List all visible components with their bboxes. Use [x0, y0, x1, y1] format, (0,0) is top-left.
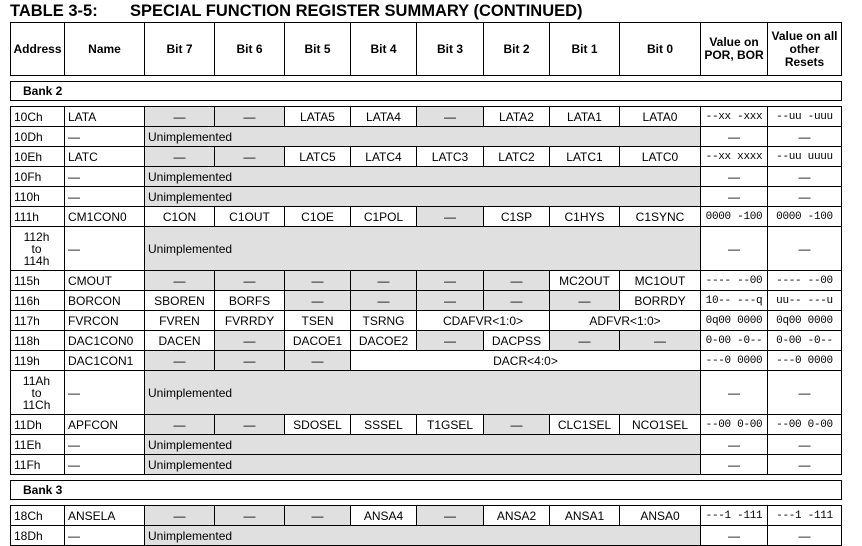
- cell-por: —: [701, 526, 768, 546]
- cell-bit: —: [215, 271, 285, 291]
- bank-label: Bank 3: [11, 481, 842, 500]
- cell-bit: —: [145, 351, 215, 371]
- table-row: [11, 371, 842, 415]
- cell-bit: —: [417, 207, 484, 227]
- cell-other: —: [768, 127, 842, 147]
- cell-name: BORCON: [65, 291, 145, 311]
- cell-bit: LATC4: [351, 147, 417, 167]
- cell-address: 10Eh: [11, 147, 65, 167]
- cell-bit: LATA2: [484, 107, 550, 127]
- cell-por: —: [701, 187, 768, 207]
- cell-bit: LATC3: [417, 147, 484, 167]
- cell-bit: —: [215, 107, 285, 127]
- table-row: [11, 351, 842, 371]
- cell-address: 10Ch: [11, 107, 65, 127]
- table-row: [11, 147, 842, 167]
- cell-bit: DACPSS: [484, 331, 550, 351]
- cell-other: —: [768, 526, 842, 546]
- cell-bit: DACOE1: [285, 331, 351, 351]
- cell-address: [11, 227, 65, 271]
- cell-name: DAC1CON0: [65, 331, 145, 351]
- cell-bit: —: [215, 351, 285, 371]
- cell-bit: C1SYNC: [620, 207, 701, 227]
- cell-por: —: [701, 371, 768, 415]
- cell-por: 0-00 -0--: [701, 331, 768, 351]
- cell-other: 0q00 0000: [768, 311, 842, 331]
- cell-other: ---1 -111: [768, 506, 842, 526]
- cell-bit: LATA5: [285, 107, 351, 127]
- table-row: [11, 331, 842, 351]
- table-row: [11, 311, 842, 331]
- cell-address: 18Dh: [11, 526, 65, 546]
- cell-bit: —: [417, 107, 484, 127]
- cell-unimplemented: Unimplemented: [145, 167, 701, 187]
- table-row: [11, 506, 842, 526]
- cell-bit: —: [417, 506, 484, 526]
- table-row: [11, 167, 842, 187]
- cell-bit: —: [145, 147, 215, 167]
- cell-other: --uu uuuu: [768, 147, 842, 167]
- cell-bit: FVREN: [145, 311, 215, 331]
- cell-name: —: [65, 227, 145, 271]
- cell-bit: CLC1SEL: [550, 415, 620, 435]
- cell-name: —: [65, 371, 145, 415]
- cell-bitfield: ADFVR<1:0>: [550, 311, 701, 331]
- cell-address: 10Fh: [11, 167, 65, 187]
- cell-other: —: [768, 167, 842, 187]
- addr-to: to: [31, 385, 42, 400]
- col-bit5: Bit 5: [285, 23, 351, 76]
- cell-bit: —: [550, 331, 620, 351]
- cell-bit: ANSA4: [351, 506, 417, 526]
- cell-bit: —: [417, 331, 484, 351]
- col-bit6: Bit 6: [215, 23, 285, 76]
- cell-bit: —: [215, 331, 285, 351]
- cell-bit: —: [145, 107, 215, 127]
- cell-other: --uu -uuu: [768, 107, 842, 127]
- cell-other: —: [768, 455, 842, 475]
- cell-bit: DACEN: [145, 331, 215, 351]
- cell-bit: —: [620, 331, 701, 351]
- cell-por: 0q00 0000: [701, 311, 768, 331]
- col-other-resets: Value on all other Resets: [768, 23, 842, 76]
- cell-address: 115h: [11, 271, 65, 291]
- sfr-summary-table: [10, 22, 842, 546]
- cell-name: FVRCON: [65, 311, 145, 331]
- cell-unimplemented: Unimplemented: [145, 455, 701, 475]
- col-bit1: Bit 1: [550, 23, 620, 76]
- cell-bit: FVRRDY: [215, 311, 285, 331]
- cell-address: 119h: [11, 351, 65, 371]
- cell-bit: —: [285, 291, 351, 311]
- cell-bit: —: [484, 271, 550, 291]
- cell-bit: MC1OUT: [620, 271, 701, 291]
- cell-por: ---- --00: [701, 271, 768, 291]
- cell-address: 116h: [11, 291, 65, 311]
- cell-unimplemented: Unimplemented: [145, 526, 701, 546]
- cell-por: ---0 0000: [701, 351, 768, 371]
- table-row: [11, 127, 842, 147]
- cell-other: 0-00 -0--: [768, 331, 842, 351]
- cell-bit: —: [351, 291, 417, 311]
- cell-por: —: [701, 167, 768, 187]
- cell-bit: LATC0: [620, 147, 701, 167]
- cell-name: —: [65, 455, 145, 475]
- cell-bit: —: [484, 415, 550, 435]
- cell-bit: C1HYS: [550, 207, 620, 227]
- cell-bit: —: [285, 506, 351, 526]
- table-row: [11, 207, 842, 227]
- cell-name: APFCON: [65, 415, 145, 435]
- cell-bit: T1GSEL: [417, 415, 484, 435]
- cell-bit: MC2OUT: [550, 271, 620, 291]
- cell-other: --00 0-00: [768, 415, 842, 435]
- cell-bit: C1ON: [145, 207, 215, 227]
- table-row: [11, 271, 842, 291]
- cell-address: [11, 371, 65, 415]
- cell-bit: LATC1: [550, 147, 620, 167]
- col-bit2: Bit 2: [484, 23, 550, 76]
- bank-label: Bank 2: [11, 82, 842, 101]
- col-bit7: Bit 7: [145, 23, 215, 76]
- addr-end: 114h: [23, 253, 50, 268]
- addr-start: 112h: [23, 229, 50, 244]
- cell-bitfield: CDAFVR<1:0>: [417, 311, 550, 331]
- cell-name: —: [65, 526, 145, 546]
- cell-name: DAC1CON1: [65, 351, 145, 371]
- cell-unimplemented: Unimplemented: [145, 371, 701, 415]
- cell-por: ---1 -111: [701, 506, 768, 526]
- cell-bit: ANSA0: [620, 506, 701, 526]
- table-caption: SPECIAL FUNCTION REGISTER SUMMARY (CONTINUED): [130, 2, 583, 20]
- cell-name: LATC: [65, 147, 145, 167]
- cell-name: —: [65, 435, 145, 455]
- cell-other: —: [768, 435, 842, 455]
- table-row: [11, 107, 842, 127]
- col-name: Name: [65, 23, 145, 76]
- cell-bit: LATC2: [484, 147, 550, 167]
- cell-bit: —: [417, 291, 484, 311]
- cell-bit: BORRDY: [620, 291, 701, 311]
- cell-bit: ANSA1: [550, 506, 620, 526]
- addr-end: 11Ch: [22, 397, 51, 412]
- cell-unimplemented: Unimplemented: [145, 187, 701, 207]
- cell-address: 11Eh: [11, 435, 65, 455]
- cell-por: --xx -xxx: [701, 107, 768, 127]
- cell-unimplemented: Unimplemented: [145, 227, 701, 271]
- cell-por: —: [701, 455, 768, 475]
- table-row: [11, 291, 842, 311]
- cell-por: —: [701, 435, 768, 455]
- cell-bit: —: [285, 271, 351, 291]
- table-row: [11, 415, 842, 435]
- cell-other: uu-- ---u: [768, 291, 842, 311]
- cell-name: LATA: [65, 107, 145, 127]
- col-bit4: Bit 4: [351, 23, 417, 76]
- cell-por: --00 0-00: [701, 415, 768, 435]
- table-row: [11, 435, 842, 455]
- cell-bit: TSRNG: [351, 311, 417, 331]
- cell-bit: —: [145, 271, 215, 291]
- cell-name: CMOUT: [65, 271, 145, 291]
- cell-unimplemented: Unimplemented: [145, 435, 701, 455]
- col-bit0: Bit 0: [620, 23, 701, 76]
- cell-bit: NCO1SEL: [620, 415, 701, 435]
- table-row: [11, 227, 842, 271]
- col-address: Address: [11, 23, 65, 76]
- cell-address: 11Dh: [11, 415, 65, 435]
- cell-bit: SSSEL: [351, 415, 417, 435]
- cell-bit: —: [351, 271, 417, 291]
- cell-bit: SDOSEL: [285, 415, 351, 435]
- cell-por: —: [701, 227, 768, 271]
- cell-bit: —: [285, 351, 351, 371]
- cell-bit: ANSA2: [484, 506, 550, 526]
- addr-start: 11Ah: [22, 373, 51, 388]
- bank-row: [11, 82, 842, 101]
- cell-bit: LATA4: [351, 107, 417, 127]
- cell-por: —: [701, 127, 768, 147]
- cell-bit: —: [215, 147, 285, 167]
- cell-other: ---- --00: [768, 271, 842, 291]
- cell-other: —: [768, 371, 842, 415]
- cell-other: —: [768, 187, 842, 207]
- cell-name: —: [65, 127, 145, 147]
- cell-bit: C1POL: [351, 207, 417, 227]
- col-bit3: Bit 3: [417, 23, 484, 76]
- cell-bit: BORFS: [215, 291, 285, 311]
- cell-other: —: [768, 227, 842, 271]
- cell-address: 10Dh: [11, 127, 65, 147]
- cell-name: CM1CON0: [65, 207, 145, 227]
- cell-bit: LATA1: [550, 107, 620, 127]
- cell-address: 110h: [11, 187, 65, 207]
- cell-bit: —: [145, 506, 215, 526]
- cell-address: 111h: [11, 207, 65, 227]
- table-title: [10, 2, 583, 21]
- cell-bit: —: [215, 506, 285, 526]
- cell-bit: DACOE2: [351, 331, 417, 351]
- cell-bit: LATC5: [285, 147, 351, 167]
- cell-por: --xx xxxx: [701, 147, 768, 167]
- table-number: TABLE 3-5:: [10, 2, 98, 20]
- cell-address: 11Fh: [11, 455, 65, 475]
- table-row: [11, 526, 842, 546]
- cell-name: —: [65, 187, 145, 207]
- cell-bit: —: [417, 271, 484, 291]
- cell-address: 117h: [11, 311, 65, 331]
- cell-bit: LATA0: [620, 107, 701, 127]
- header-row: [11, 23, 842, 76]
- col-por-bor: Value on POR, BOR: [701, 23, 768, 76]
- table-row: [11, 455, 842, 475]
- cell-bit: C1OUT: [215, 207, 285, 227]
- cell-bit: —: [145, 415, 215, 435]
- addr-to: to: [31, 241, 42, 256]
- cell-bit: C1OE: [285, 207, 351, 227]
- cell-address: 18Ch: [11, 506, 65, 526]
- cell-other: ---0 0000: [768, 351, 842, 371]
- cell-name: —: [65, 167, 145, 187]
- cell-unimplemented: Unimplemented: [145, 127, 701, 147]
- cell-name: ANSELA: [65, 506, 145, 526]
- cell-bit: C1SP: [484, 207, 550, 227]
- cell-bit: SBOREN: [145, 291, 215, 311]
- cell-bitfield: DACR<4:0>: [351, 351, 701, 371]
- cell-por: 0000 -100: [701, 207, 768, 227]
- cell-other: 0000 -100: [768, 207, 842, 227]
- cell-bit: —: [215, 415, 285, 435]
- cell-bit: —: [484, 291, 550, 311]
- cell-address: 118h: [11, 331, 65, 351]
- bank-row: [11, 481, 842, 500]
- cell-bit: —: [550, 291, 620, 311]
- table-row: [11, 187, 842, 207]
- cell-bit: TSEN: [285, 311, 351, 331]
- cell-por: 10-- ---q: [701, 291, 768, 311]
